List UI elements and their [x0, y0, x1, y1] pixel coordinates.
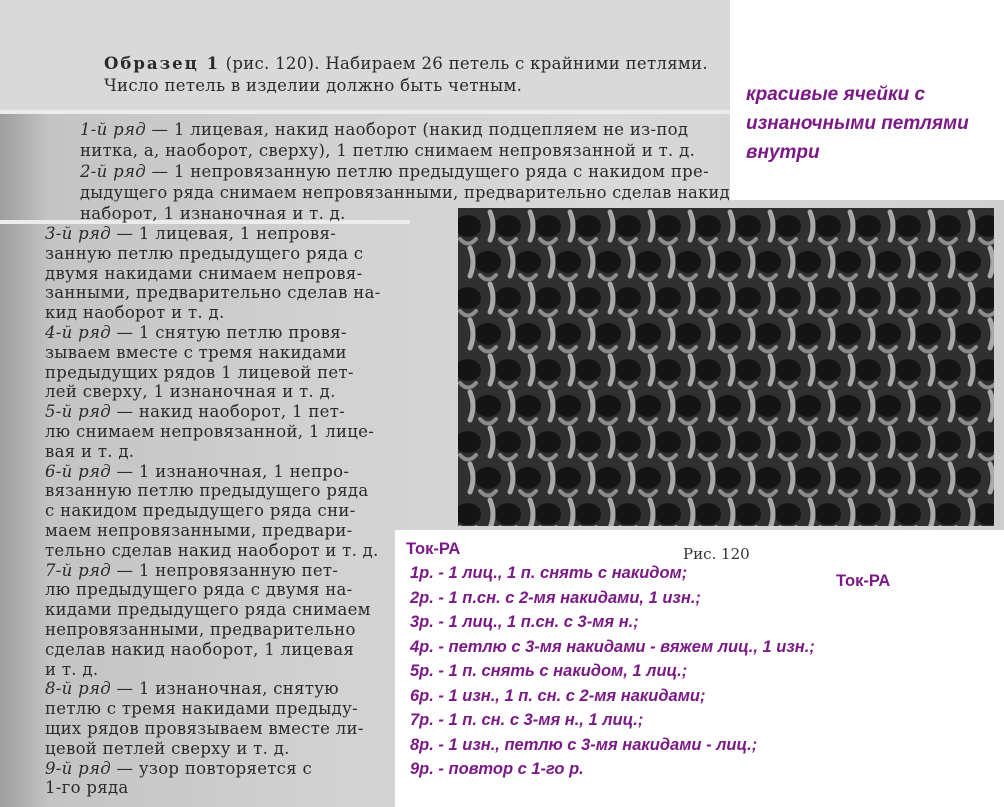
author-label: Ток-РА: [406, 540, 461, 558]
text-line: тельно сделав накид наоборот и т. д.: [45, 540, 379, 560]
text-line: лю снимаем непровязанной, 1 лице-: [45, 422, 375, 441]
text-line: 8-й ряд — 1 изнаночная, снятую: [45, 679, 339, 699]
text-line: занную петлю предыдущего ряда с: [45, 243, 364, 263]
row-step: 6р. - 1 изн., 1 п. сн. с 2-мя накидами;: [410, 686, 706, 705]
text-line: двумя накидами снимаем непровя-: [45, 263, 363, 283]
text-line: предыдущих рядов 1 лицевой пет-: [45, 362, 354, 382]
figure-caption: Рис. 120: [683, 545, 750, 563]
row-step: 4р. - петлю с 3-мя накидами - вяжем лиц., 1 изн.;: [410, 637, 815, 656]
note-line: красивые ячейки с: [746, 84, 926, 105]
note-line: изнаночными петлями: [746, 113, 969, 134]
text-line: 1-го ряда: [45, 778, 129, 798]
row-step: 2р. - 1 п.сн. с 2-мя накидами, 1 изн.;: [410, 588, 701, 607]
note-line: внутри: [746, 142, 820, 163]
row-step: 7р. - 1 п. сн. с 3-мя н., 1 лиц.;: [410, 711, 644, 729]
text-line: цевой петлей сверху и т. д.: [45, 738, 290, 758]
text-line: петлю с тремя накидами предыду-: [45, 699, 358, 719]
text-line: 7-й ряд — 1 непровязанную пет-: [45, 560, 339, 580]
text-line: 1-й ряд — 1 лицевая, накид наоборот (накид подцепляем не из-под: [80, 120, 689, 139]
annotation-note: [746, 80, 969, 167]
text-line: Образец 1 (рис. 120). Набираем 26 петель с крайними петлями.: [104, 54, 708, 73]
text-line: 6-й ряд — 1 изнаночная, 1 непро-: [45, 461, 350, 481]
text-line: лю предыдущего ряда с двумя на-: [45, 580, 353, 600]
text-line: лей сверху, 1 изнаночная и т. д.: [45, 382, 336, 402]
knit-texture: [458, 208, 994, 526]
text-line: наборот, 1 изнаночная и т. д.: [80, 204, 346, 223]
row-step: 5р. - 1 п. снять с накидом, 1 лиц.;: [410, 662, 688, 680]
text-line: с накидом предыдущего ряда сни-: [45, 501, 356, 521]
text-line: дыдущего ряда снимаем непровязанными, предварительно сделав накид: [80, 183, 730, 202]
row-step: 3р. - 1 лиц., 1 п.сн. с 3-мя н.;: [410, 613, 639, 631]
text-line: вязанную петлю предыдущего ряда: [45, 481, 369, 501]
text-line: занными, предварительно сделав на-: [45, 283, 381, 303]
author-label-right: Ток-РА: [836, 572, 891, 590]
text-line: зываем вместе с тремя накидами: [45, 342, 347, 362]
text-line: вая и т. д.: [45, 441, 135, 461]
knitting-pattern-photo: [458, 208, 994, 526]
text-line: нитка, а, наоборот, сверху), 1 петлю снимаем непровязанной и т. д.: [80, 141, 696, 160]
text-line: 4-й ряд — 1 снятую петлю провя-: [45, 323, 347, 342]
row-step: 9р. - повтор с 1-го р.: [410, 760, 584, 778]
text-line: маем непровязанными, предвари-: [45, 521, 353, 540]
text-line: сделав накид наоборот, 1 лицевая: [45, 639, 355, 659]
text-line: щих рядов провязываем вместе ли-: [45, 719, 364, 738]
row-step: 8р. - 1 изн., петлю с 3-мя накидами - лиц.;: [410, 735, 758, 754]
text-line: 2-й ряд — 1 непровязанную петлю предыдущего ряда с накидом пре-: [80, 162, 709, 181]
text-line: 3-й ряд — 1 лицевая, 1 непровя-: [45, 224, 337, 243]
text-line: Число петель в изделии должно быть четным.: [104, 76, 523, 95]
text-line: кид наоборот и т. д.: [45, 303, 225, 323]
text-line: 5-й ряд — накид наоборот, 1 пет-: [45, 402, 345, 422]
text-line: кидами предыдущего ряда снимаем: [45, 600, 371, 620]
text-line: непровязанными, предварительно: [45, 620, 356, 639]
text-line: 9-й ряд — узор повторяется с: [45, 758, 313, 778]
row-step: 1р. - 1 лиц., 1 п. снять с накидом;: [410, 564, 688, 582]
text-line: и т. д.: [45, 659, 99, 679]
